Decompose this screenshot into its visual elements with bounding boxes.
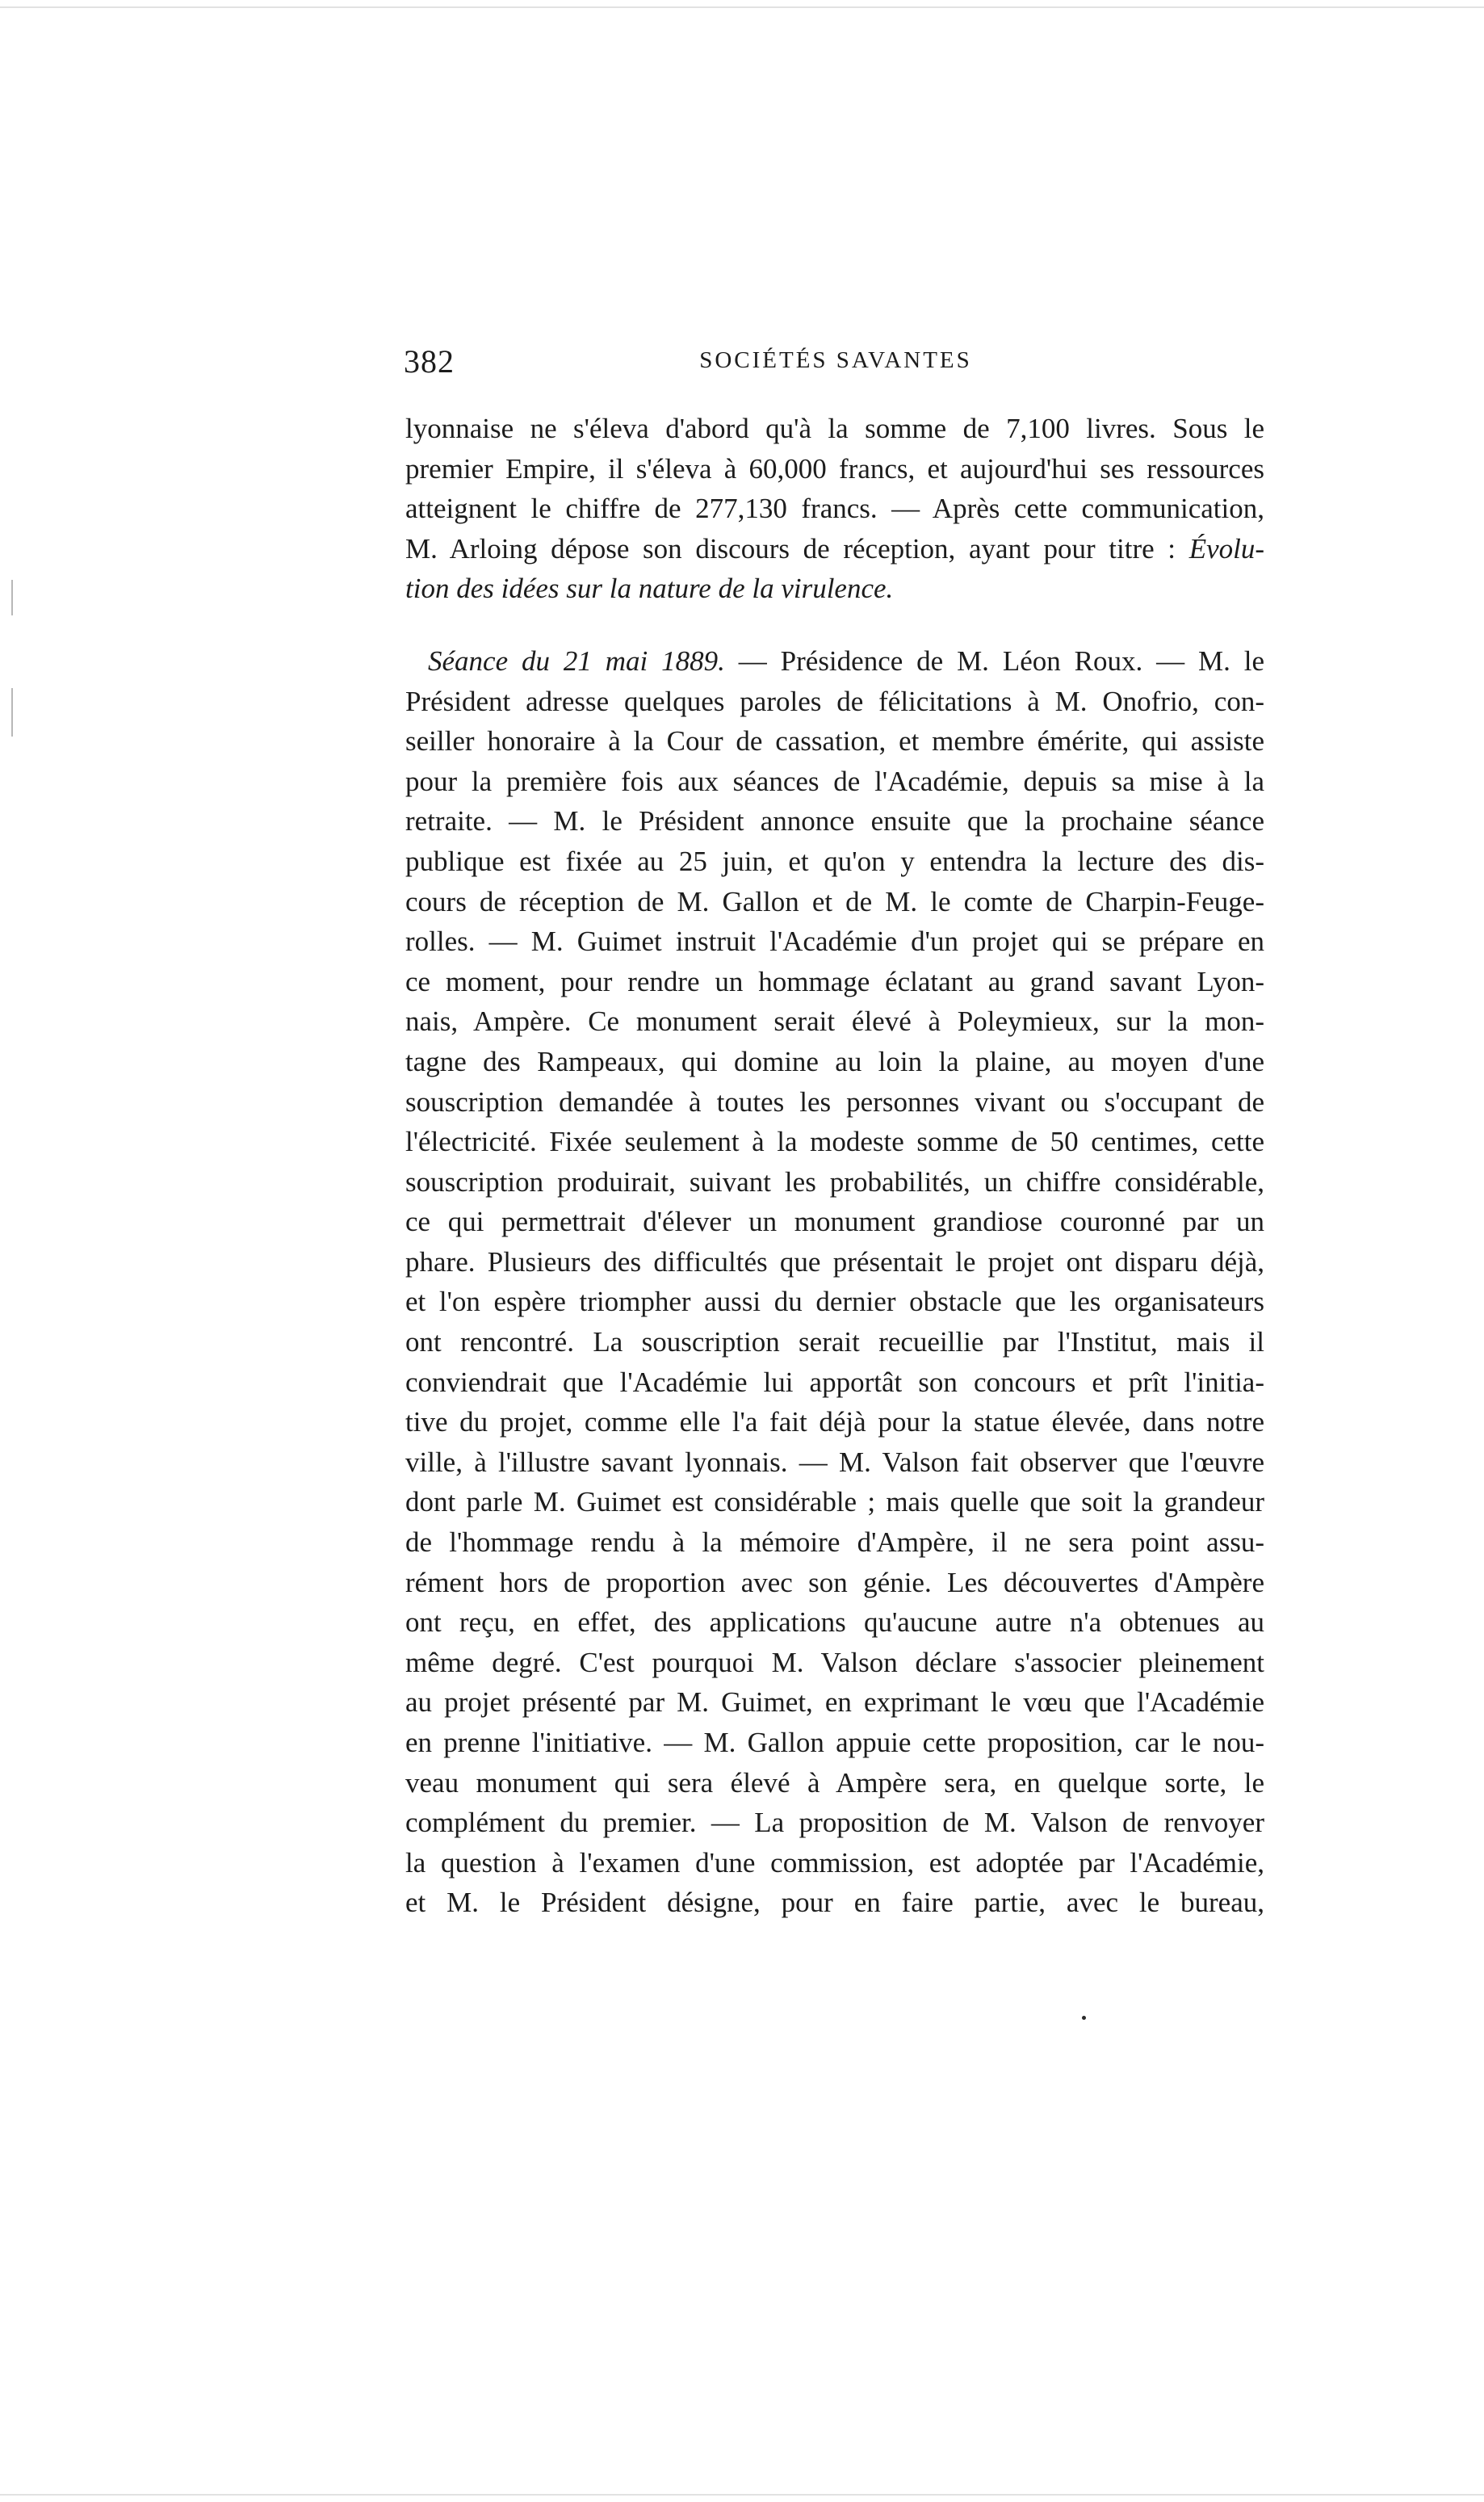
text-run: M. Arloing dépose son discours de réception, ayant pour titre : [405,532,1189,565]
text-line: et l'on espère triompher aussi du dernier obstacle que les organisateurs [405,1286,1264,1318]
italic-title-end: tion des idées sur la nature de la virulence. [405,573,894,605]
text-line: veau monument qui sera élevé à Ampère sera, en quelque sorte, le [405,1766,1264,1799]
text-line: tagne des Rampeaux, qui domine au loin la plaine, au moyen d'une [405,1045,1264,1077]
text-line: phare. Plusieurs des difficultés que présentait le projet ont disparu déjà, [405,1245,1264,1278]
text-line: ont rencontré. La souscription serait recueillie par l'Institut, mais il [405,1326,1264,1358]
italic-title-start: Évolu- [1188,532,1264,565]
text-run: — Présidence de M. Léon Roux. — M. le [724,644,1264,677]
text-line: ont reçu, en effet, des applications qu'aucune autre n'a obtenues au [405,1606,1264,1639]
text-line: tive du projet, comme elle l'a fait déjà pour la statue élevée, dans notre [405,1406,1264,1438]
text-line [405,641,1264,682]
text-line: ce qui permettrait d'élever un monument grandiose couronné par un [405,1206,1264,1238]
scan-top-edge [0,6,1484,8]
text-line: et M. le Président désigne, pour en faire partie, avec le bureau, [405,1887,1264,1919]
text-line: en prenne l'initiative. — M. Gallon appuie cette proposition, car le nou- [405,1727,1264,1758]
paragraph-1 [405,409,1264,609]
text-line: dont parle M. Guimet est considérable ; mais quelle que soit la grandeur [405,1486,1264,1518]
text-line-italic [405,569,1264,609]
text-line: rément hors de proportion avec son génie. Les découvertes d'Ampère [405,1566,1264,1598]
text-line: premier Empire, il s'éleva à 60,000 francs, et aujourd'hui ses ressources [405,452,1264,485]
margin-mark [11,688,13,737]
text-line: ce moment, pour rendre un hommage éclatant au grand savant Lyon- [405,965,1264,997]
text-line: cours de réception de M. Gallon et de M. le comte de Charpin-Feuge- [405,885,1264,917]
seance-date-heading: Séance du 21 mai 1889. [428,644,725,677]
text-line: de l'hommage rendu à la mémoire d'Ampère, il ne sera point assu- [405,1526,1264,1559]
body-text [405,409,1264,1923]
text-line: lyonnaise ne s'éleva d'abord qu'à la somme de 7,100 livres. Sous le [405,413,1264,444]
text-line: même degré. C'est pourquoi M. Valson déclare s'associer pleinement [405,1646,1264,1678]
text-line [405,529,1264,569]
text-line: atteignent le chiffre de 277,130 francs. — Après cette communication, [405,493,1264,525]
text-line: ville, à l'illustre savant lyonnais. — M. Valson fait observer que l'œuvre [405,1446,1264,1478]
text-line: publique est fixée au 25 juin, et qu'on y entendra la lecture des dis- [405,845,1264,877]
scan-bottom-edge [0,2494,1484,2496]
paragraph-2 [405,641,1264,1923]
text-line: rolles. — M. Guimet instruit l'Académie d'un projet qui se prépare en [405,926,1264,958]
ink-dot [1082,2016,1086,2020]
text-line: souscription demandée à toutes les personnes vivant ou s'occupant de [405,1085,1264,1118]
text-line: nais, Ampère. Ce monument serait élevé à Poleymieux, sur la mon- [405,1005,1264,1038]
paragraph-gap [405,609,1264,641]
text-line: au projet présenté par M. Guimet, en exprimant le vœu que l'Académie [405,1686,1264,1719]
text-line: conviendrait que l'Académie lui apportât son concours et prît l'initia- [405,1366,1264,1398]
text-line: pour la première fois aux séances de l'Académie, depuis sa mise à la [405,765,1264,797]
text-line: Président adresse quelques paroles de félicitations à M. Onofrio, con- [405,685,1264,717]
margin-mark [11,580,13,615]
text-line: souscription produirait, suivant les probabilités, un chiffre considérable, [405,1165,1264,1198]
text-line: l'électricité. Fixée seulement à la modeste somme de 50 centimes, cette [405,1126,1264,1158]
running-title: SOCIÉTÉS SAVANTES [699,347,972,373]
text-line: seiller honoraire à la Cour de cassation, et membre émérite, qui assiste [405,725,1264,758]
page-number: 382 [404,343,455,380]
text-line: complément du premier. — La proposition de M. Valson de renvoyer [405,1807,1264,1839]
running-head [404,342,1268,391]
text-line: retraite. — M. le Président annonce ensuite que la prochaine séance [405,805,1264,837]
text-line: la question à l'examen d'une commission, est adoptée par l'Académie, [405,1846,1264,1879]
